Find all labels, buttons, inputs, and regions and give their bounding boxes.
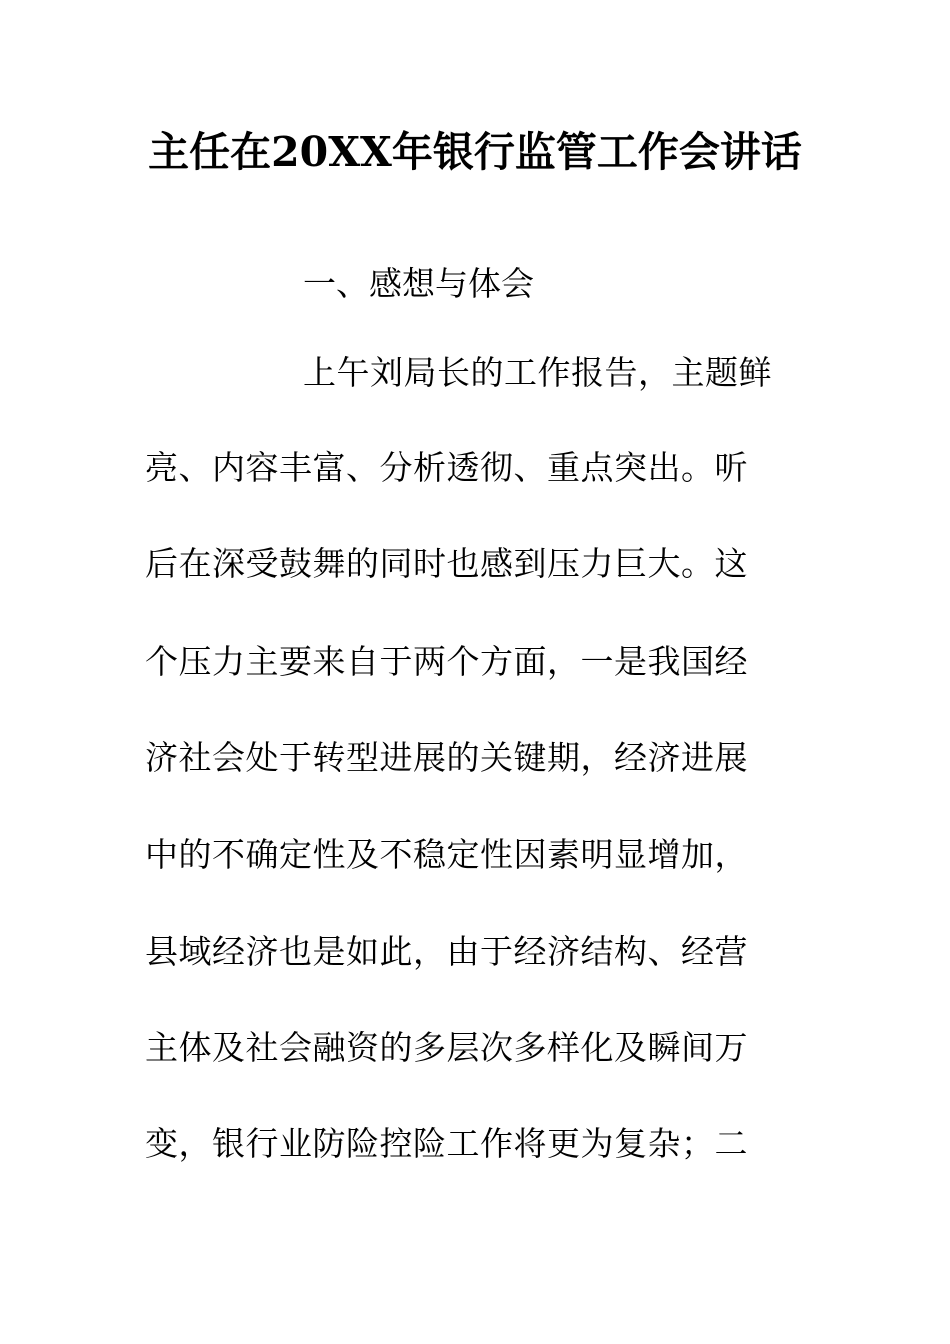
section-heading: 一、感想与体会 xyxy=(303,264,534,303)
paragraph-line: 中的不确定性及不稳定性因素明显增加， xyxy=(145,835,748,874)
paragraph-line: 上午刘局长的工作报告，主题鲜 xyxy=(303,353,772,392)
paragraph-line: 主体及社会融资的多层次多样化及瞬间万 xyxy=(145,1028,748,1067)
paragraph-line: 济社会处于转型进展的关键期，经济进展 xyxy=(145,738,748,777)
paragraph-line: 后在深受鼓舞的同时也感到压力巨大。这 xyxy=(145,544,748,583)
paragraph-line: 个压力主要来自于两个方面，一是我国经 xyxy=(145,642,748,681)
document-title: 主任在20XX年银行监管工作会讲话 xyxy=(148,128,802,176)
paragraph-line: 县域经济也是如此，由于经济结构、经营 xyxy=(145,932,748,971)
paragraph-line: 亮、内容丰富、分析透彻、重点突出。听 xyxy=(145,448,748,487)
paragraph-line: 变，银行业防险控险工作将更为复杂；二 xyxy=(145,1124,748,1163)
